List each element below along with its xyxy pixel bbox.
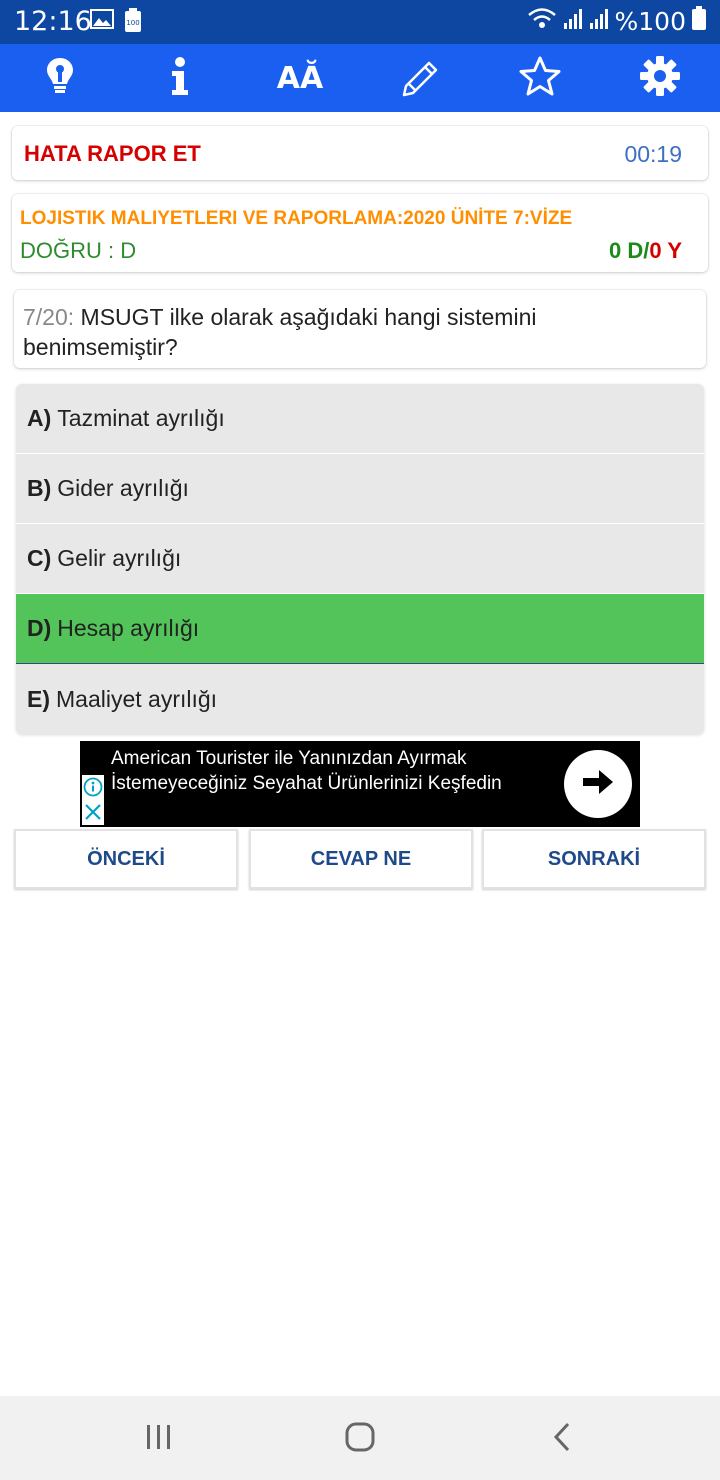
question-card xyxy=(14,290,706,368)
svg-text:100: 100 xyxy=(126,19,140,27)
option-letter: E) xyxy=(27,685,50,712)
ad-choices[interactable] xyxy=(82,775,104,825)
ad-text: American Tourister ile Yanınızdan Ayırmak İstemeyeceğiniz Seyahat Ürünlerinizi Keşfedin xyxy=(111,748,502,794)
option-a[interactable] xyxy=(16,384,704,454)
option-letter: C) xyxy=(27,545,52,571)
close-icon[interactable] xyxy=(84,803,102,826)
favorite-button[interactable] xyxy=(500,48,580,108)
top-toolbar xyxy=(0,44,720,112)
info-icon xyxy=(169,56,191,101)
ad-banner[interactable] xyxy=(80,741,640,827)
course-info-card xyxy=(12,194,708,272)
question-text xyxy=(23,302,683,362)
star-icon xyxy=(518,55,562,102)
score-separator: / xyxy=(643,238,650,263)
wifi-icon xyxy=(527,6,557,36)
status-time: 12:16 xyxy=(14,6,92,37)
option-text: Tazminat ayrılığı xyxy=(57,405,225,431)
hint-button[interactable] xyxy=(20,48,100,108)
question-body: MSUGT ilke olarak aşağıdaki hangi sistemini benimsemiştir? xyxy=(23,304,537,360)
back-icon[interactable] xyxy=(552,1422,572,1457)
settings-button[interactable] xyxy=(620,48,700,108)
recent-apps-icon[interactable] xyxy=(144,1423,174,1456)
info-icon xyxy=(83,777,103,802)
notes-button[interactable] xyxy=(380,48,460,108)
question-number: 7/20: xyxy=(23,304,75,330)
info-button[interactable] xyxy=(140,48,220,108)
score xyxy=(609,238,682,264)
show-answer-button[interactable]: CEVAP NE xyxy=(249,829,473,889)
next-button[interactable]: SONRAKİ xyxy=(482,829,706,889)
arrow-right-icon xyxy=(581,768,615,801)
report-card xyxy=(12,126,708,180)
option-letter: B) xyxy=(27,475,52,501)
score-wrong: 0 Y xyxy=(649,238,682,263)
battery-icon xyxy=(692,6,706,36)
answer-options xyxy=(16,384,704,734)
battery-level: %100 xyxy=(614,6,686,36)
font-size-icon: AĂ xyxy=(276,60,324,96)
previous-button[interactable]: ÖNCEKİ xyxy=(14,829,238,889)
option-text: Hesap ayrılığı xyxy=(57,615,200,641)
image-icon xyxy=(90,8,114,37)
battery-saver-icon xyxy=(124,8,142,37)
signal-icon xyxy=(589,7,609,36)
option-text: Gider ayrılığı xyxy=(57,475,189,501)
option-e[interactable] xyxy=(16,664,704,734)
score-correct: 0 D xyxy=(609,238,644,263)
correct-answer: DOĞRU : D xyxy=(20,238,137,263)
gear-icon xyxy=(639,55,681,102)
option-d[interactable] xyxy=(16,594,704,664)
lightbulb-icon xyxy=(45,56,75,101)
option-b[interactable] xyxy=(16,454,704,524)
option-text: Maaliyet ayrılığı xyxy=(56,685,218,712)
option-c[interactable] xyxy=(16,524,704,594)
signal-icon xyxy=(563,7,583,36)
timer: 00:19 xyxy=(624,141,682,167)
font-size-button[interactable] xyxy=(260,48,340,108)
report-error-link[interactable]: HATA RAPOR ET xyxy=(24,141,201,166)
course-title: LOJISTIK MALIYETLERI VE RAPORLAMA:2020 ÜNİTE 7:VİZE xyxy=(20,208,573,229)
option-text: Gelir ayrılığı xyxy=(57,545,182,571)
status-bar xyxy=(0,0,720,44)
ad-open-button[interactable] xyxy=(564,750,632,818)
home-icon[interactable] xyxy=(344,1421,376,1458)
pencil-icon xyxy=(398,54,442,103)
option-letter: A) xyxy=(27,405,52,431)
option-letter: D) xyxy=(27,615,52,641)
system-nav-bar xyxy=(0,1396,720,1480)
